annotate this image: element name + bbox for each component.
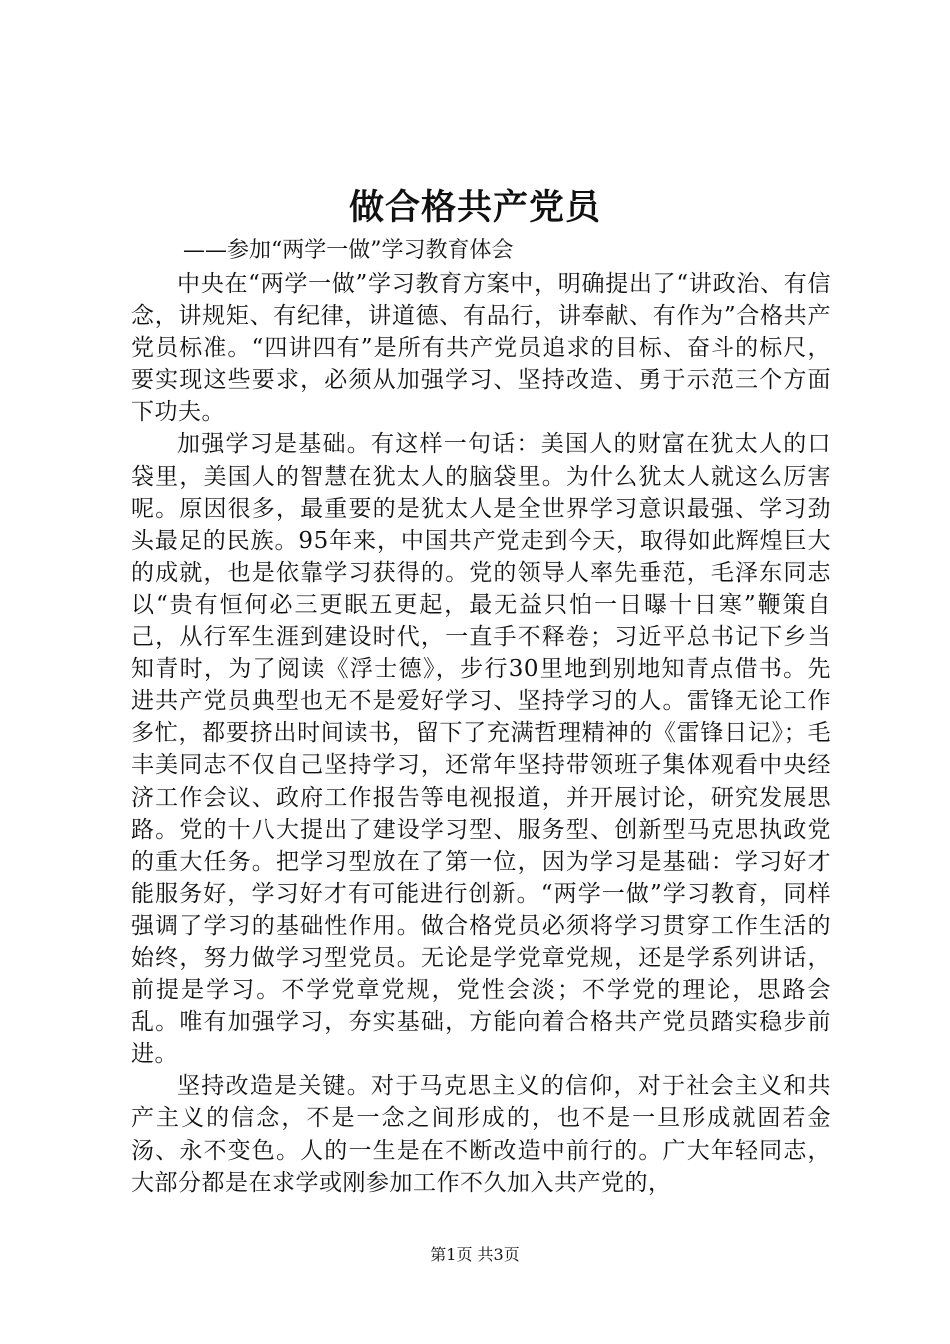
paragraph-study: 加强学习是基础。有这样一句话：美国人的财富在犹太人的口袋里，美国人的智慧在犹太人的脑袋里。为什么犹太人就这么厉害呢。原因很多，最重要的是犹太人是全世界学习意识最强、学习劲头最足的民族。95年来，中国共产党走到今天，取得如此辉煌巨大的成就，也是依靠学习获得的。党的领导人率先垂范，毛泽东同志以“贵有恒何必三更眠五更起，最无益只怕一日曝十日寒”鞭策自己，从行军生涯到建设时代，一直手不释卷；习近平总书记下乡当知青时，为了阅读《浮士德》，步行30里地到别地知青点借书。先进共产党员典型也无不是爱好学习、坚持学习的人。雷锋无论工作多忙，都要挤出时间读书，留下了充满哲理精神的《雷锋日记》；毛丰美同志不仅自己坚持学习，还常年坚持带领班子集体观看中央经济工作会议、政府工作报告等电视报道，并开展讨论，研究发展思路。党的十八大提出了建设学习型、服务型、创新型马克思执政党的重大任务。把学习型放在了第一位，因为学习是基础：学习好才能服务好，学习好才有可能进行创新。“两学一做”学习教育，同样强调了学习的基础性作用。做合格党员必须将学习贯穿工作生活的始终，努力做学习型党员。无论是学党章党规，还是学系列讲话，前提是学习。不学党章党规，党性会淡；不学党的理论，思路会乱。唯有加强学习，夯实基础，方能向着合格共产党员踏实稳步前进。 [131, 431, 831, 1068]
document-title: 做合格共产党员 [348, 187, 601, 228]
document-subtitle: ——参加“两学一做”学习教育体会 [183, 238, 514, 263]
page-footer: 第1页 共3页 [430, 1245, 520, 1264]
paragraph-reform: 坚持改造是关键。对于马克思主义的信仰，对于社会主义和共产主义的信念，不是一念之间形成的，也不是一旦形成就固若金汤、永不变色。人的一生是在不断改造中前行的。广大年轻同志，大部分都是在求学或刚参加工作不久加入共产党的， [131, 1073, 831, 1196]
paragraph-intro: 中央在“两学一做”学习教育方案中，明确提出了“讲政治、有信念，讲规矩、有纪律，讲道德、有品行，讲奉献、有作为”合格共产党员标准。“四讲四有”是所有共产党员追求的目标、奋斗的标尺，要实现这些要求，必须从加强学习、坚持改造、勇于示范三个方面下功夫。 [131, 271, 831, 426]
document-body [131, 268, 831, 1199]
